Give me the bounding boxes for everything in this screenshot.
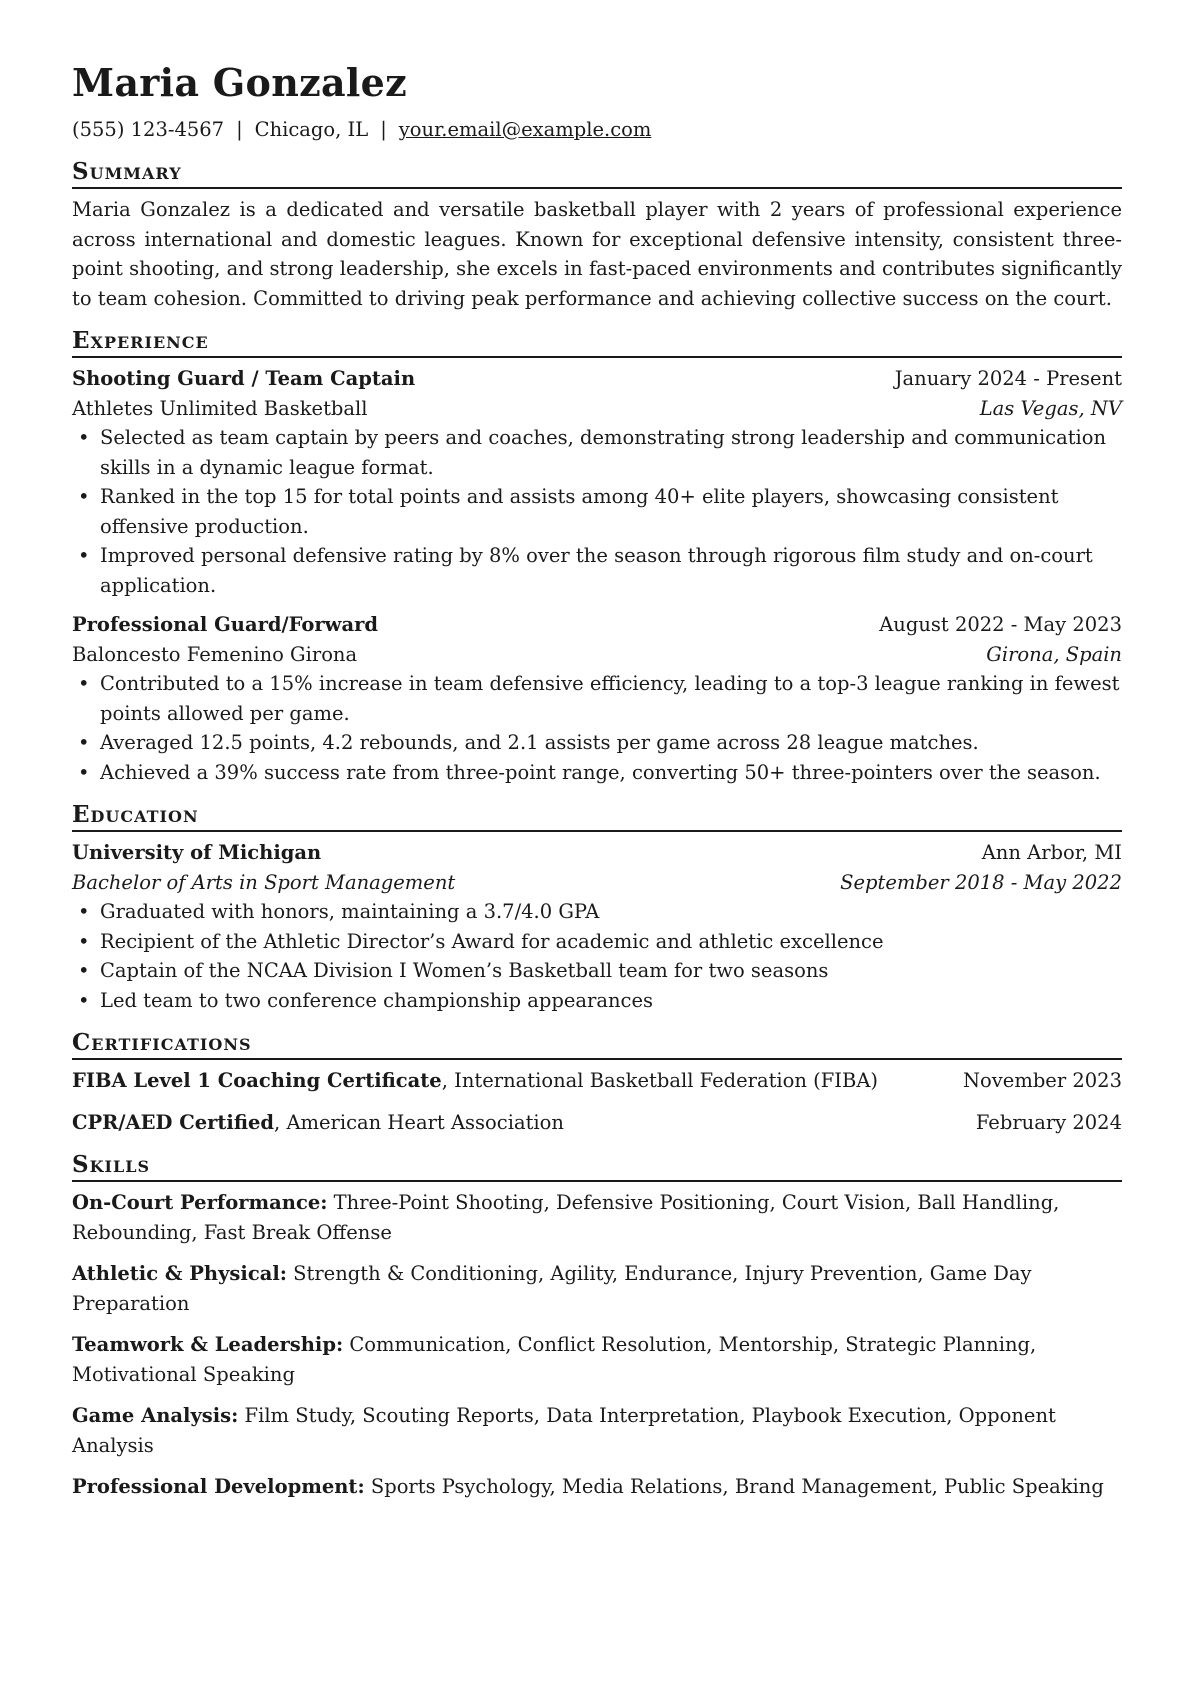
bullet-list: [72, 669, 1122, 787]
certification-item: [72, 1108, 1122, 1138]
section-title-summary: Summary: [72, 158, 1122, 189]
skill-category: Game Analysis:: [72, 1404, 239, 1427]
bullet-item: • Achieved a 39% success rate from three-point range, converting 50+ three-pointers over the season.: [100, 758, 1122, 788]
skill-category: Athletic & Physical:: [72, 1262, 287, 1285]
contact-separator: |: [380, 118, 387, 141]
section-title-skills: Skills: [72, 1151, 1122, 1182]
skill-list: Sports Psychology, Media Relations, Brand Management, Public Speaking: [364, 1475, 1104, 1498]
skill-category: On-Court Performance:: [72, 1191, 328, 1214]
skill-group: [72, 1188, 1122, 1247]
skill-category: Teamwork & Leadership:: [72, 1333, 344, 1356]
location: Chicago, IL: [254, 118, 369, 141]
bullet-item: • Averaged 12.5 points, 4.2 rebounds, and 2.1 assists per game across 28 league matches.: [100, 728, 1122, 758]
employer: Baloncesto Femenino Girona: [72, 642, 358, 666]
skill-group: [72, 1472, 1122, 1502]
skill-list: Film Study, Scouting Reports, Data Interpretation, Playbook Execution, Opponent Analysis: [72, 1404, 1056, 1457]
bullet-item: • Led team to two conference championship appearances: [100, 986, 1122, 1016]
job-title: Professional Guard/Forward: [72, 613, 379, 636]
certification-issuer: , International Basketball Federation (FIBA): [441, 1069, 879, 1092]
employer: Athletes Unlimited Basketball: [72, 396, 368, 420]
education-dates: September 2018 - May 2022: [840, 870, 1122, 894]
job-title: Shooting Guard / Team Captain: [72, 367, 416, 390]
school-name: University of Michigan: [72, 841, 322, 864]
bullet-item: • Improved personal defensive rating by 8% over the season through rigorous film study and on-court application.: [100, 541, 1122, 600]
skill-list: Communication, Conflict Resolution, Mentorship, Strategic Planning, Motivational Speaking: [72, 1333, 1037, 1386]
skill-group: [72, 1259, 1122, 1318]
certification-date: February 2024: [975, 1110, 1122, 1134]
email-link[interactable]: your.email@example.com: [398, 118, 652, 141]
bullet-item: • Selected as team captain by peers and coaches, demonstrating strong leadership and communication skills in a dynamic league format.: [100, 423, 1122, 482]
experience-entry: [72, 610, 1122, 787]
certification-name: FIBA Level 1 Coaching Certificate: [72, 1069, 442, 1092]
skill-group: [72, 1330, 1122, 1389]
bullet-list: [72, 897, 1122, 1015]
job-location: Girona, Spain: [986, 642, 1122, 666]
section-title-certifications: Certifications: [72, 1029, 1122, 1060]
resume-page: [72, 58, 1122, 1514]
summary-text: Maria Gonzalez is a dedicated and versatile basketball player with 2 years of professional experience across international and domestic leagues. Known for exceptional defensive intensity, consistent three-point shooting, and strong leadership, she excels in fast-paced environments and contributes significantly to team cohesion. Committed to driving peak performance and achieving collective success on the court.: [72, 198, 1122, 310]
bullet-item: • Ranked in the top 15 for total points and assists among 40+ elite players, showcasing consistent offensive production.: [100, 482, 1122, 541]
job-dates: August 2022 - May 2023: [879, 613, 1122, 636]
experience-entry: [72, 364, 1122, 600]
contact-line: [72, 116, 1122, 144]
job-location: Las Vegas, NV: [979, 396, 1122, 420]
skill-group: [72, 1401, 1122, 1460]
certification-item: [72, 1066, 1122, 1096]
section-title-education: Education: [72, 801, 1122, 832]
bullet-item: • Graduated with honors, maintaining a 3.7/4.0 GPA: [100, 897, 1122, 927]
contact-separator: |: [236, 118, 243, 141]
section-title-experience: Experience: [72, 327, 1122, 358]
bullet-list: [72, 423, 1122, 600]
education-entry: [72, 838, 1122, 1015]
job-dates: January 2024 - Present: [894, 367, 1122, 390]
phone-number: (555) 123-4567: [72, 118, 225, 141]
school-location: Ann Arbor, MI: [981, 841, 1122, 864]
certification-date: November 2023: [962, 1069, 1122, 1092]
skill-category: Professional Development:: [72, 1475, 365, 1498]
bullet-item: • Contributed to a 15% increase in team defensive efficiency, leading to a top-3 league ranking in fewest points allowed per game.: [100, 669, 1122, 728]
bullet-item: • Captain of the NCAA Division I Women’s Basketball team for two seasons: [100, 956, 1122, 986]
skill-list: Three-Point Shooting, Defensive Positioning, Court Vision, Ball Handling, Rebounding, Fast Break Offense: [72, 1191, 1060, 1244]
certification-issuer: , American Heart Association: [274, 1110, 564, 1134]
bullet-item: • Recipient of the Athletic Director’s Award for academic and athletic excellence: [100, 927, 1122, 957]
certification-name: CPR/AED Certified: [72, 1110, 275, 1134]
degree: Bachelor of Arts in Sport Management: [72, 870, 456, 894]
candidate-name: Maria Gonzalez: [72, 60, 408, 105]
skill-list: Strength & Conditioning, Agility, Endurance, Injury Prevention, Game Day Preparation: [72, 1262, 1032, 1315]
